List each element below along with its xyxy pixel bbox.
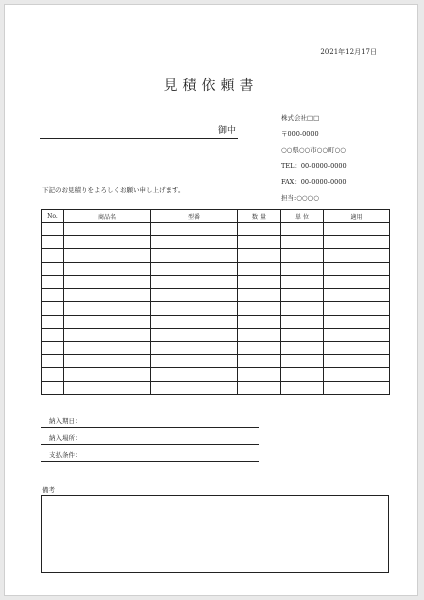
sender-person: 担当:○○○○ bbox=[281, 194, 319, 202]
table-cell[interactable] bbox=[151, 368, 238, 381]
table-cell[interactable] bbox=[281, 381, 324, 394]
table-cell[interactable] bbox=[324, 236, 390, 249]
table-cell[interactable] bbox=[151, 355, 238, 368]
table-cell[interactable] bbox=[281, 355, 324, 368]
document-page bbox=[4, 4, 418, 596]
table-cell[interactable] bbox=[281, 236, 324, 249]
table-cell[interactable] bbox=[281, 249, 324, 262]
table-cell[interactable] bbox=[238, 315, 281, 328]
delivery-date-line[interactable] bbox=[41, 411, 259, 428]
table-cell[interactable] bbox=[281, 223, 324, 236]
table-cell[interactable] bbox=[42, 368, 64, 381]
table-cell[interactable] bbox=[151, 236, 238, 249]
table-cell[interactable] bbox=[238, 249, 281, 262]
table-cell[interactable] bbox=[151, 381, 238, 394]
recipient-line bbox=[40, 123, 238, 139]
remarks-label: 備考 bbox=[42, 486, 55, 494]
table-cell[interactable] bbox=[64, 381, 151, 394]
table-cell[interactable] bbox=[324, 315, 390, 328]
recipient-suffix: 御中 bbox=[217, 126, 236, 136]
table-cell[interactable] bbox=[42, 249, 64, 262]
table-cell[interactable] bbox=[64, 236, 151, 249]
table-cell[interactable] bbox=[324, 341, 390, 354]
table-cell[interactable] bbox=[42, 289, 64, 302]
remarks-box[interactable] bbox=[41, 495, 389, 573]
table-cell[interactable] bbox=[151, 223, 238, 236]
table-cell[interactable] bbox=[42, 302, 64, 315]
lead-text: 下記のお見積りをよろしくお願い申し上げます。 bbox=[42, 186, 185, 194]
table-cell[interactable] bbox=[324, 302, 390, 315]
table-cell[interactable] bbox=[151, 249, 238, 262]
table-cell[interactable] bbox=[64, 355, 151, 368]
table-cell[interactable] bbox=[42, 262, 64, 275]
table-header-row bbox=[42, 210, 390, 223]
col-header-unit: 単 位 bbox=[281, 210, 324, 223]
table-row bbox=[42, 289, 390, 302]
table-row bbox=[42, 236, 390, 249]
table-cell[interactable] bbox=[151, 275, 238, 288]
table-cell[interactable] bbox=[42, 223, 64, 236]
table-cell[interactable] bbox=[281, 275, 324, 288]
table-cell[interactable] bbox=[64, 289, 151, 302]
table-cell[interactable] bbox=[238, 355, 281, 368]
table-cell[interactable] bbox=[151, 302, 238, 315]
table-row bbox=[42, 341, 390, 354]
table-cell[interactable] bbox=[64, 302, 151, 315]
table-cell[interactable] bbox=[64, 262, 151, 275]
table-cell[interactable] bbox=[64, 249, 151, 262]
table-cell[interactable] bbox=[324, 275, 390, 288]
table-row bbox=[42, 275, 390, 288]
table-cell[interactable] bbox=[238, 381, 281, 394]
payment-terms-label: 支払条件： bbox=[49, 451, 82, 459]
sender-company: 株式会社□□ bbox=[281, 114, 320, 122]
col-header-quantity: 数 量 bbox=[238, 210, 281, 223]
table-cell[interactable] bbox=[64, 328, 151, 341]
table-cell[interactable] bbox=[238, 236, 281, 249]
items-table bbox=[41, 209, 390, 395]
issue-date: 2021年12月17日 bbox=[320, 48, 377, 56]
table-cell[interactable] bbox=[238, 289, 281, 302]
table-cell[interactable] bbox=[42, 341, 64, 354]
table-row bbox=[42, 328, 390, 341]
table-cell[interactable] bbox=[64, 275, 151, 288]
table-row bbox=[42, 355, 390, 368]
table-cell[interactable] bbox=[238, 341, 281, 354]
table-cell[interactable] bbox=[238, 328, 281, 341]
document-title: 見積依頼書 bbox=[163, 78, 259, 94]
table-cell[interactable] bbox=[238, 302, 281, 315]
table-cell[interactable] bbox=[281, 289, 324, 302]
table-cell[interactable] bbox=[42, 315, 64, 328]
table-cell[interactable] bbox=[281, 262, 324, 275]
sender-fax: FAX：00-0000-0000 bbox=[281, 178, 347, 186]
table-cell[interactable] bbox=[324, 381, 390, 394]
col-header-no: No. bbox=[42, 210, 64, 223]
table-row bbox=[42, 381, 390, 394]
table-cell[interactable] bbox=[42, 381, 64, 394]
table-cell[interactable] bbox=[42, 328, 64, 341]
table-cell[interactable] bbox=[42, 236, 64, 249]
col-header-product: 商品名 bbox=[64, 210, 151, 223]
table-cell[interactable] bbox=[151, 262, 238, 275]
table-cell[interactable] bbox=[281, 341, 324, 354]
table-cell[interactable] bbox=[64, 315, 151, 328]
table-cell[interactable] bbox=[324, 328, 390, 341]
delivery-place-line[interactable] bbox=[41, 428, 259, 445]
table-cell[interactable] bbox=[281, 328, 324, 341]
sender-tel: TEL：00-0000-0000 bbox=[281, 162, 347, 170]
table-cell[interactable] bbox=[42, 355, 64, 368]
table-cell[interactable] bbox=[238, 275, 281, 288]
table-row bbox=[42, 249, 390, 262]
col-header-model: 型番 bbox=[151, 210, 238, 223]
sender-block bbox=[281, 110, 347, 206]
table-cell[interactable] bbox=[324, 249, 390, 262]
sender-address: ○○県○○市○○町○○ bbox=[281, 146, 346, 154]
table-row bbox=[42, 315, 390, 328]
table-cell[interactable] bbox=[281, 368, 324, 381]
table-cell[interactable] bbox=[324, 262, 390, 275]
delivery-place-label: 納入場所： bbox=[49, 434, 82, 442]
table-cell[interactable] bbox=[238, 262, 281, 275]
table-cell[interactable] bbox=[151, 341, 238, 354]
payment-terms-line[interactable] bbox=[41, 445, 259, 462]
table-cell[interactable] bbox=[324, 368, 390, 381]
table-cell[interactable] bbox=[324, 223, 390, 236]
table-row bbox=[42, 262, 390, 275]
table-cell[interactable] bbox=[238, 223, 281, 236]
col-header-notes: 適用 bbox=[324, 210, 390, 223]
delivery-date-label: 納入期日： bbox=[49, 417, 82, 425]
sender-postal: 〒000-0000 bbox=[281, 130, 319, 138]
table-row bbox=[42, 368, 390, 381]
table-cell[interactable] bbox=[151, 328, 238, 341]
table-cell[interactable] bbox=[64, 223, 151, 236]
table-cell[interactable] bbox=[281, 302, 324, 315]
table-cell[interactable] bbox=[151, 315, 238, 328]
table-cell[interactable] bbox=[64, 341, 151, 354]
table-cell[interactable] bbox=[324, 355, 390, 368]
table-cell[interactable] bbox=[151, 289, 238, 302]
table-row bbox=[42, 223, 390, 236]
table-cell[interactable] bbox=[281, 315, 324, 328]
table-cell[interactable] bbox=[238, 368, 281, 381]
table-cell[interactable] bbox=[324, 289, 390, 302]
table-cell[interactable] bbox=[42, 275, 64, 288]
table-row bbox=[42, 302, 390, 315]
table-cell[interactable] bbox=[64, 368, 151, 381]
terms-block bbox=[41, 411, 259, 462]
